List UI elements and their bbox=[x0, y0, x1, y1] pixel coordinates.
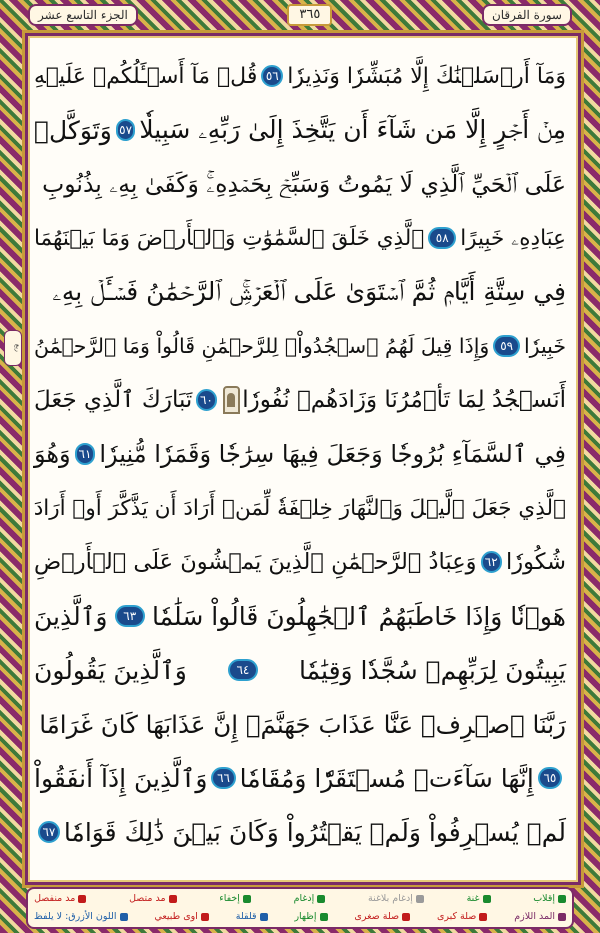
legend-item bbox=[294, 890, 326, 908]
color-swatch-icon bbox=[120, 913, 128, 921]
rub-marker: ربع bbox=[4, 330, 22, 366]
text-line bbox=[34, 102, 566, 158]
legend-item bbox=[129, 890, 176, 908]
text-line bbox=[34, 750, 566, 806]
verse-text: فِي ٱلسَّمَآءِ بُرُوجٗا وَجَعَلَ فِيهَا سِرَٰجٗا وَقَمَرٗا مُّنِيرٗا bbox=[99, 440, 566, 468]
ayah-number-marker: ٦٦ bbox=[211, 767, 235, 789]
verse-text: وَٱلَّذِينَ يَقُولُونَ bbox=[34, 655, 187, 685]
legend-label: غنة bbox=[466, 893, 480, 904]
legend-item bbox=[236, 908, 268, 926]
color-swatch-icon bbox=[78, 895, 86, 903]
color-swatch-icon bbox=[201, 913, 209, 921]
verse-text: قُلۡ مَآ أَسۡـَٔلُكُمۡ عَلَيۡهِ bbox=[34, 63, 258, 89]
verse-text: وَتَوَكَّلۡ bbox=[34, 115, 112, 145]
text-line bbox=[34, 426, 566, 482]
legend-label: اللون الأزرق: لا يلفظ bbox=[34, 911, 117, 922]
ayah-number-marker: ٦٤ bbox=[228, 659, 258, 681]
verse-text: هَوۡنٗا وَإِذَا خَاطَبَهُمُ ٱلۡجَٰهِلُونَ قَالُواْ سَلَٰمٗا bbox=[151, 601, 566, 631]
text-line bbox=[34, 696, 566, 752]
legend-row bbox=[34, 908, 566, 926]
text-line bbox=[34, 372, 566, 428]
ayah-number-marker: ٦١ bbox=[75, 443, 96, 465]
color-swatch-icon bbox=[483, 895, 491, 903]
text-line bbox=[34, 210, 566, 266]
legend-label: مد منفصل bbox=[34, 893, 76, 904]
verse-text: وَٱلَّذِينَ إِذَآ أَنفَقُواْ bbox=[34, 763, 208, 793]
legend-label: صلة كبرى bbox=[436, 911, 477, 922]
legend-item bbox=[34, 908, 127, 926]
color-swatch-icon bbox=[243, 895, 251, 903]
legend-label: إدغام bbox=[293, 893, 315, 904]
verse-text: ٱلَّذِي جَعَلَ ٱلَّيۡلَ وَٱلنَّهَارَ خِلۡفَةٗ لِّمَنۡ أَرَادَ أَن يَذَّكَّرَ أَوۡ أَرَادَ bbox=[33, 495, 566, 521]
verse-text: إِنَّهَا سَآءَتۡ مُسۡتَقَرّٗا وَمُقَامٗا bbox=[239, 763, 534, 793]
legend-item bbox=[467, 890, 491, 908]
ayah-number-marker: ٥٧ bbox=[116, 119, 136, 141]
ayah-number-marker: ٦٥ bbox=[538, 767, 562, 789]
text-line bbox=[34, 804, 566, 860]
color-swatch-icon bbox=[169, 895, 177, 903]
verse-text: فِي سِتَّةِ أَيَّامٖ ثُمَّ ٱسۡتَوَىٰ عَلَى ٱلۡعَرۡشِۚ ٱلرَّحۡمَٰنُ فَسۡـَٔلۡ بِهِۦ bbox=[52, 277, 566, 306]
text-line bbox=[34, 264, 566, 320]
color-swatch-icon bbox=[317, 895, 325, 903]
legend-item bbox=[294, 908, 327, 926]
legend-item bbox=[34, 890, 86, 908]
page-header bbox=[28, 4, 572, 26]
text-line bbox=[34, 534, 566, 590]
legend-row bbox=[34, 890, 566, 908]
color-swatch-icon bbox=[260, 913, 268, 921]
legend-item bbox=[354, 908, 410, 926]
color-swatch-icon bbox=[416, 895, 424, 903]
legend-label: إظهار bbox=[294, 911, 317, 922]
ayah-number-marker: ٦٣ bbox=[115, 605, 145, 627]
verse-text: مِنۡ أَجۡرٍ إِلَّا مَن شَآءَ أَن يَتَّخِذَ إِلَىٰ رَبِّهِۦ سَبِيلٗا bbox=[139, 115, 566, 144]
ayah-number-marker: ٥٦ bbox=[261, 65, 283, 87]
ayah-number-marker: ٥٩ bbox=[493, 335, 520, 357]
color-swatch-icon bbox=[479, 913, 487, 921]
legend-label: صلة صغرى bbox=[354, 911, 400, 922]
ayah-number-marker: ٦٢ bbox=[481, 551, 502, 573]
text-line bbox=[34, 318, 566, 374]
verse-text: وَعِبَادُ ٱلرَّحۡمَٰنِ ٱلَّذِينَ يَمۡشُونَ عَلَى ٱلۡأَرۡضِ bbox=[34, 549, 477, 575]
quran-text bbox=[34, 40, 566, 878]
verse-text: تَبَارَكَ ٱلَّذِي جَعَلَ bbox=[34, 387, 193, 413]
legend-item bbox=[219, 890, 251, 908]
legend-item bbox=[437, 908, 487, 926]
verse-text: خَبِيرٗا bbox=[523, 334, 566, 358]
text-line bbox=[34, 48, 566, 104]
ayah-number-marker: ٦٧ bbox=[38, 821, 60, 843]
text-line bbox=[34, 156, 566, 212]
verse-text: وَمَآ أَرۡسَلۡنَٰكَ إِلَّا مُبَشِّرٗا وَنَذِيرٗا bbox=[287, 63, 566, 89]
tajweed-legend bbox=[26, 887, 574, 929]
page-number: ٣٦٥ bbox=[287, 4, 332, 26]
legend-label: إقلاب bbox=[533, 893, 555, 904]
verse-text: وَإِذَا قِيلَ لَهُمُ ٱسۡجُدُواْۤ لِلرَّحۡمَٰنِ قَالُواْ وَمَا ٱلرَّحۡمَٰنُ bbox=[34, 334, 490, 358]
sajda-icon bbox=[223, 386, 241, 414]
ayah-number-marker: ٦٠ bbox=[196, 389, 216, 411]
verse-text: وَٱلَّذِينَ bbox=[34, 601, 108, 631]
legend-label: مد متصل bbox=[129, 893, 166, 904]
text-line bbox=[34, 588, 566, 644]
ayah-number-marker: ٥٨ bbox=[428, 227, 456, 249]
color-swatch-icon bbox=[320, 913, 328, 921]
legend-item bbox=[533, 890, 566, 908]
color-swatch-icon bbox=[558, 895, 566, 903]
legend-label: إخفاء bbox=[219, 893, 240, 904]
color-swatch-icon bbox=[402, 913, 410, 921]
legend-item bbox=[514, 908, 566, 926]
verse-text: أَنَسۡجُدُ لِمَا تَأۡمُرُنَا وَزَادَهُمۡ نُفُورٗا bbox=[242, 387, 566, 413]
verse-text: عَلَى ٱلۡحَيِّ ٱلَّذِي لَا يَمُوتُ وَسَبِّحۡ بِحَمۡدِهِۦۚ وَكَفَىٰ بِهِۦ بِذُنُوبِ bbox=[42, 170, 566, 198]
verse-text: وَهُوَ bbox=[34, 440, 71, 468]
verse-text: يَبِيتُونَ لِرَبِّهِمۡ سُجَّدٗا وَقِيَٰمٗا bbox=[298, 655, 566, 685]
juz-label: الجزء التاسع عشر bbox=[28, 4, 138, 26]
legend-item bbox=[368, 890, 424, 908]
surah-label: سورة الفرقان bbox=[482, 4, 572, 26]
verse-text: شُكُورٗا bbox=[505, 549, 566, 575]
verse-text: عِبَادِهِۦ خَبِيرًا bbox=[460, 225, 566, 251]
text-line bbox=[34, 642, 566, 698]
legend-label: إدغام بلاغنة bbox=[367, 893, 413, 904]
legend-label: اوى طبيعي bbox=[154, 911, 198, 922]
verse-text: ٱلَّذِي خَلَقَ ٱلسَّمَٰوَٰتِ وَٱلۡأَرۡضَ وَمَا بَيۡنَهُمَا bbox=[34, 225, 425, 251]
legend-label: قلقلة bbox=[235, 911, 257, 922]
verse-text: رَبَّنَا ٱصۡرِفۡ عَنَّا عَذَابَ جَهَنَّمَۖ إِنَّ عَذَابَهَا كَانَ غَرَامًا bbox=[39, 709, 566, 739]
legend-label: المد اللازم bbox=[514, 911, 555, 922]
color-swatch-icon bbox=[558, 913, 566, 921]
verse-text: لَمۡ يُسۡرِفُواْ وَلَمۡ يَقۡتُرُواْ وَكَانَ بَيۡنَ ذَٰلِكَ قَوَامٗا bbox=[63, 817, 566, 847]
text-line bbox=[34, 480, 566, 536]
legend-item bbox=[154, 908, 208, 926]
